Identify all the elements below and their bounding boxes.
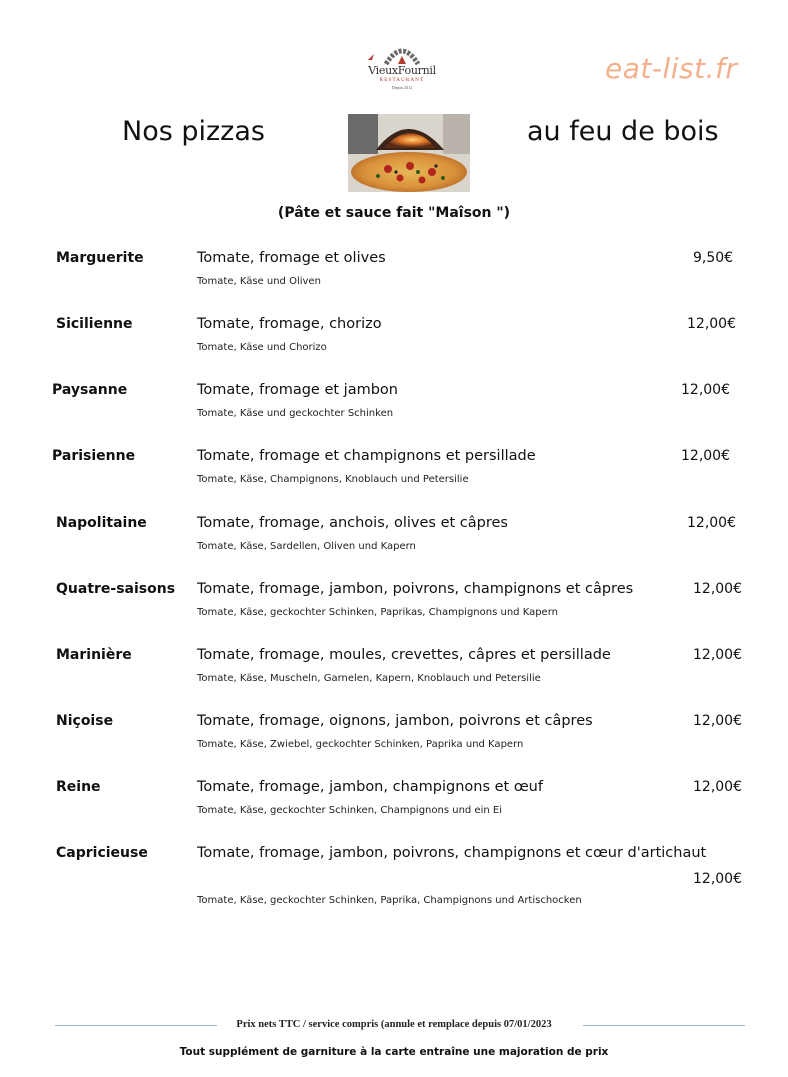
item-price: 12,00€: [693, 871, 742, 887]
item-name: Niçoise: [56, 713, 114, 729]
item-description-fr: Tomate, fromage et olives: [197, 250, 386, 266]
item-price: 12,00€: [693, 779, 742, 795]
item-name: Napolitaine: [56, 515, 147, 531]
item-price: 12,00€: [681, 382, 730, 398]
item-description-fr: Tomate, fromage et champignons et persillade: [197, 448, 536, 464]
item-description-de: Tomate, Käse, geckochter Schinken, Champignons und ein Ei: [197, 805, 502, 816]
item-price: 12,00€: [693, 713, 742, 729]
item-name: Capricieuse: [56, 845, 148, 861]
watermark: eat-list.fr: [605, 52, 738, 85]
item-description-fr: Tomate, fromage, jambon, poivrons, champignons et cœur d'artichaut: [197, 845, 707, 861]
item-name: Marguerite: [56, 250, 144, 266]
menu-subtitle: (Pâte et sauce fait "Maîson "): [277, 205, 511, 221]
item-description-fr: Tomate, fromage, moules, crevettes, câpres et persillade: [197, 647, 611, 663]
oven-logo-icon: [362, 42, 442, 66]
logo-name: VieuxFournil: [368, 64, 436, 77]
item-description-fr: Tomate, fromage, anchois, olives et câpres: [197, 515, 508, 531]
item-description-fr: Tomate, fromage, jambon, poivrons, champignons et câpres: [197, 581, 634, 597]
page-title-right: au feu de bois: [527, 116, 719, 147]
page-title-left: Nos pizzas: [122, 116, 265, 147]
item-description-fr: Tomate, fromage, chorizo: [197, 316, 382, 332]
item-description-fr: Tomate, fromage et jambon: [197, 382, 398, 398]
item-price: 12,00€: [681, 448, 730, 464]
item-name: Quatre-saisons: [56, 581, 176, 597]
item-description-de: Tomate, Käse, geckochter Schinken, Paprikas, Champignons und Kapern: [197, 607, 558, 618]
item-description-de: Tomate, Käse und Chorizo: [197, 342, 327, 353]
item-name: Marinière: [56, 647, 132, 663]
item-description-de: Tomate, Käse, Champignons, Knoblauch und Petersilie: [197, 474, 469, 485]
pizza-photo: [348, 114, 470, 192]
item-description-de: Tomate, Käse, Muscheln, Garnelen, Kapern, Knoblauch und Petersilie: [197, 673, 541, 684]
footer-supplement-note: Tout supplément de garniture à la carte entraîne une majoration de prix: [179, 1046, 609, 1058]
item-name: Parisienne: [52, 448, 136, 464]
item-name: Paysanne: [52, 382, 128, 398]
item-price: 12,00€: [687, 515, 736, 531]
item-description-de: Tomate, Käse, Sardellen, Oliven und Kapern: [197, 541, 416, 552]
footer-price-note: Prix nets TTC / service compris (annule et remplace depuis 07/01/2023: [236, 1019, 552, 1030]
logo-subtitle: RESTAURANT: [379, 78, 425, 83]
restaurant-logo: [362, 42, 442, 92]
item-description-de: Tomate, Käse, geckochter Schinken, Paprika, Champignons und Artischocken: [197, 895, 582, 906]
item-description-de: Tomate, Käse und geckochter Schinken: [197, 408, 394, 419]
item-description-fr: Tomate, fromage, jambon, champignons et œuf: [197, 779, 543, 795]
item-price: 12,00€: [687, 316, 736, 332]
item-description-de: Tomate, Käse und Oliven: [197, 276, 321, 287]
item-price: 12,00€: [693, 581, 742, 597]
item-name: Reine: [56, 779, 101, 795]
item-description-fr: Tomate, fromage, oignons, jambon, poivrons et câpres: [197, 713, 593, 729]
item-name: Sicilienne: [56, 316, 133, 332]
item-price: 9,50€: [693, 250, 734, 266]
logo-depuis: Depuis 2012: [391, 85, 413, 90]
item-description-de: Tomate, Käse, Zwiebel, geckochter Schinken, Paprika und Kapern: [197, 739, 524, 750]
item-price: 12,00€: [693, 647, 742, 663]
